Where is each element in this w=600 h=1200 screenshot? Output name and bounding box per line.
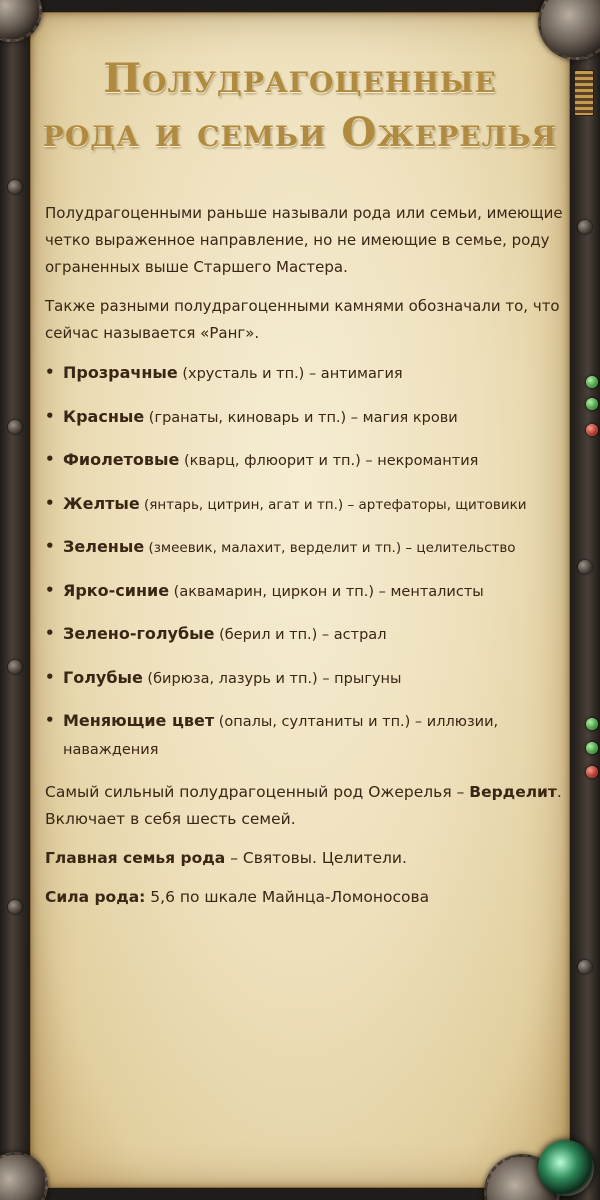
list-item [45, 620, 565, 649]
bullet: • [45, 406, 55, 425]
green-lamp-icon [586, 376, 598, 388]
strongest-family-paragraph [45, 779, 565, 833]
list-item [45, 577, 565, 606]
list-item [45, 664, 565, 693]
strongest-name: Верделит [469, 782, 557, 801]
stone-detail: (опалы, султаниты и тп.) – иллюзии, наваждения [63, 714, 499, 758]
stone-detail: (янтарь, цитрин, агат и тп.) – артефаторы, щитовики [139, 496, 527, 513]
stone-detail: (кварц, флюорит и тп.) – некромантия [179, 453, 479, 469]
red-lamp-icon [586, 424, 598, 436]
stone-name: Прозрачные [63, 363, 178, 382]
stone-detail: (гранаты, киноварь и тп.) – магия крови [144, 409, 458, 426]
strongest-text: Самый сильный полудрагоценный род Ожерелья – [45, 782, 470, 801]
green-lamp-icon [586, 398, 598, 410]
main-family-paragraph [45, 845, 565, 872]
stone-detail: (змеевик, малахит, верделит и тп.) – целительство [144, 540, 516, 556]
rail-bolt [8, 900, 22, 914]
main-family-value: – Святовы. Целители. [225, 848, 407, 867]
intro-paragraph: Полудрагоценными раньше называли рода или семьи, имеющие четко выраженное направление, но не имеющие в семье, роду ограненных выше Старшего Мастера. [45, 204, 563, 276]
list-item [45, 490, 565, 519]
bullet: • [45, 537, 55, 555]
bullet: • [45, 580, 55, 599]
bullet: • [45, 624, 55, 642]
stone-detail: (бирюза, лазурь и тп.) – прыгуны [142, 670, 402, 687]
stone-detail: (хрусталь и тп.) – антимагия [177, 366, 403, 382]
page-title [30, 52, 570, 160]
green-lens-icon [538, 1140, 594, 1196]
stone-detail: (берил и тп.) – астрал [214, 627, 387, 643]
bullet: • [45, 711, 55, 729]
title-line-1: Полудрагоценные [103, 55, 497, 102]
green-lamp-icon [586, 742, 598, 754]
article-body [45, 200, 565, 923]
rail-bolt [578, 220, 592, 234]
bullet: • [45, 493, 55, 512]
list-item [45, 446, 565, 475]
stone-name: Фиолетовые [63, 450, 180, 469]
rail-bolt [8, 180, 22, 194]
title-line-2: рода и семьи Ожерелья [42, 109, 558, 156]
bullet: • [45, 363, 55, 381]
list-item [45, 403, 565, 432]
rail-bolt [8, 660, 22, 674]
red-lamp-icon [586, 766, 598, 778]
stone-name: Красные [63, 406, 145, 426]
power-paragraph [45, 884, 565, 911]
rail-bolt [578, 960, 592, 974]
stone-name: Ярко-синие [63, 580, 170, 600]
stone-name: Меняющие цвет [63, 711, 215, 730]
bullet: • [45, 667, 55, 686]
stone-detail: (аквамарин, циркон и тп.) – менталисты [169, 583, 484, 600]
intro-paragraph: Также разными полудрагоценными камнями обозначали то, что сейчас называется «Ранг». [45, 297, 560, 342]
list-item [45, 533, 565, 562]
stone-name: Зелено-голубые [63, 624, 215, 643]
bullet: • [45, 450, 55, 468]
stone-name: Желтые [63, 493, 140, 513]
main-family-label: Главная семья рода [45, 848, 226, 867]
stone-name: Голубые [63, 667, 143, 687]
list-item [45, 359, 565, 388]
list-item [45, 707, 565, 764]
stone-name: Зеленые [63, 537, 145, 556]
stone-list [45, 359, 565, 764]
strongest-tail: . Включает в себя шесть семей. [45, 782, 562, 828]
rail-bolt [8, 420, 22, 434]
green-lamp-icon [586, 718, 598, 730]
power-value: 5,6 по шкале Майнца-Ломоносова [145, 887, 430, 906]
vent-grille-icon [574, 70, 594, 116]
rail-bolt [578, 560, 592, 574]
power-label: Сила рода: [45, 887, 146, 906]
